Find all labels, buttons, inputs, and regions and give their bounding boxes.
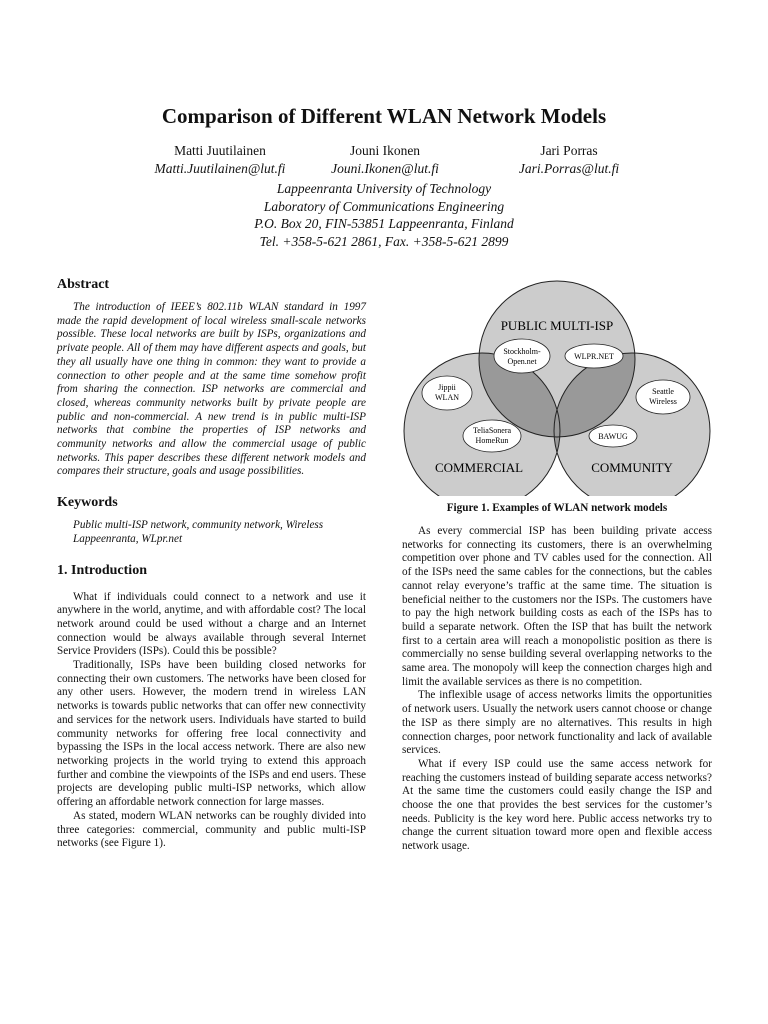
- body-paragraph: The inflexible usage of access networks limits the opportunities of network users. Usually the network users cannot choose or change the ISP as there simply are no alternatives. This results in high connection charges, poor network functionality and lack of available services.: [402, 689, 712, 757]
- intro-paragraph: As stated, modern WLAN networks can be roughly divided into three categories: commercial, community and public multi-ISP networks (see Figure 1).: [57, 809, 366, 850]
- keywords-heading: Keywords: [57, 495, 118, 511]
- author-2: [285, 142, 485, 178]
- node-seattle-line1: Seattle: [652, 387, 674, 396]
- author-3: [469, 142, 669, 178]
- node-seattle-line2: Wireless: [649, 397, 677, 406]
- intro-paragraph: Traditionally, ISPs have been building closed networks for connecting their own customers. The networks have been closed for any other users. However, the modern trend in wireless LAN networks is towards public networks that can offer new connectivity and services for the network users. Individuals have started to build community networks for offering free local connectivity and bypassing the ISPs in the local access network. There are also new networking projects in the world trying to extend this approach further and combine the viewpoints of the ISPs and end users. These projects are developing public multi-ISP networks, which allow offering an affordable network connection for large masses.: [57, 659, 366, 809]
- intro-paragraph: What if individuals could connect to a network and use it anywhere in the world, anytime, and with affordable cost? The local network around could be used without a charge and an Internet connection would be always available through several Internet Service Providers (ISPs). Could this be possible?: [57, 590, 366, 658]
- node-telia-line2: HomeRun: [475, 436, 509, 445]
- node-stockholm-line2: Open.net: [507, 357, 537, 366]
- label-community: COMMUNITY: [591, 460, 673, 475]
- venn-diagram: [402, 276, 712, 496]
- label-public-multi-isp: PUBLIC MULTI-ISP: [500, 318, 614, 333]
- author-name: Matti Juutilainen: [174, 143, 266, 158]
- author-name: Jari Porras: [540, 143, 598, 158]
- node-wlpr: WLPR.NET: [574, 352, 614, 361]
- venn-figure: [402, 276, 712, 496]
- author-email: Jari.Porras@lut.fi: [518, 161, 620, 176]
- node-jippii-line1: Jippii: [438, 383, 456, 392]
- body-paragraph: As every commercial ISP has been building private access networks for connecting its customers, there is an overwhelming competition over phone and TV cables used for the connection. All of the ISPs need the same cables for the connections, but the cables cannot relay everyone’s traffic at the same time. The situation is beneficial neither to the customers nor the ISPs. The customers have to pay the high network building costs as each of the ISPs has to build a separate network. Often the ISP that has built the network first to a certain area will reach a monopolistic position as there is commercially no sense building several overlapping networks to the same area. The monopoly will keep the connection charges high and limit the available services as there is no competition.: [402, 525, 712, 688]
- right-column: [402, 276, 712, 854]
- body-paragraph: What if every ISP could use the same access network for reaching the customers instead of building separate access networks? At the same time the customers could easily change the ISP and choose the one that provides the best services for the customer’s needs. Publicity is the key word here. Public access networks try to change the current situation toward more open and flexible access network usage.: [402, 757, 712, 853]
- author-name: Jouni Ikonen: [349, 143, 421, 158]
- affiliation-line: P.O. Box 20, FIN-53851 Lappeenranta, Finland: [254, 216, 514, 231]
- node-bawug: BAWUG: [598, 432, 628, 441]
- affiliation-line: Tel. +358-5-621 2861, Fax. +358-5-621 2899: [259, 233, 509, 249]
- abstract-text: The introduction of IEEE’s 802.11b WLAN standard in 1997 made the rapid development of local wireless small-scale networks possible. These local networks are built by ISPs, organizations and private people. All of them may have different aspects and goals, but they all usually have one thing in common: they want to provide a connection to other people and at the same time somehow profit from sharing the connection. ISP networks are commercial and closed, whereas community networks built by private people are public and non-commercial. A new trend is in public multi-ISP networks that combine the properties of ISP networks and community networks and allow the commercial usage of public networks. This paper describes these different network models and compares their structure, goals and usage possibilities.: [57, 301, 366, 478]
- author-email: Jouni.Ikonen@lut.fi: [331, 161, 439, 176]
- node-stockholm-line1: Stockholm-: [503, 347, 541, 356]
- keywords-text: Public multi-ISP network, community network, Wireless Lappeenranta, WLpr.net: [73, 519, 324, 545]
- paper-title: Comparison of Different WLAN Network Models: [161, 104, 607, 128]
- cloud-stockholm: [494, 339, 550, 373]
- label-commercial: COMMERCIAL: [434, 460, 524, 475]
- figure-caption: Figure 1. Examples of WLAN network models: [446, 502, 668, 514]
- author-email: Matti.Juutilainen@lut.fi: [154, 161, 286, 176]
- affiliation-line: Lappeenranta University of Technology: [276, 181, 492, 196]
- affiliation-block: [0, 180, 768, 250]
- abstract-heading: Abstract: [57, 277, 110, 292]
- affiliation-line: Laboratory of Communications Engineering: [263, 198, 505, 214]
- node-jippii-line2: WLAN: [435, 393, 459, 402]
- introduction-heading: 1. Introduction: [57, 562, 147, 578]
- left-column: [57, 277, 366, 851]
- node-telia-line1: TeliaSonera: [472, 426, 512, 435]
